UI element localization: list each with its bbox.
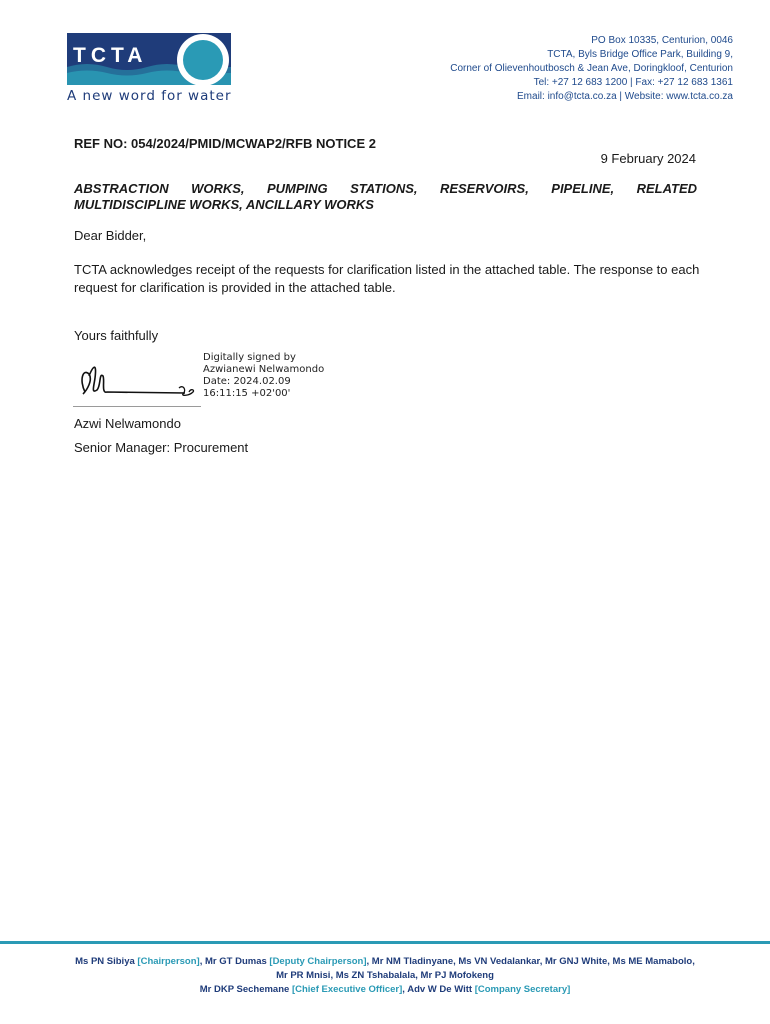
letter-subject [74, 181, 697, 213]
salutation: Dear Bidder, [74, 228, 147, 243]
address-contact: Tel: +27 12 683 1200 | Fax: +27 12 683 1361 [533, 77, 733, 88]
address-block [450, 34, 733, 104]
signature-area [73, 350, 353, 412]
logo-text: TCTA [73, 44, 148, 67]
sig-info-line: Digitally signed by [203, 352, 296, 363]
footer-line-1 [0, 955, 770, 969]
footer-name: , Adv W De Witt [402, 984, 475, 995]
footer-line-2: Mr PR Mnisi, Ms ZN Tshabalala, Mr PJ Mofokeng [276, 970, 494, 981]
footer-role: [Chairperson] [137, 956, 200, 967]
digital-signature-info [203, 352, 324, 400]
reference-number: REF NO: 054/2024/PMID/MCWAP2/RFB NOTICE 2 [74, 136, 376, 151]
signer-title: Senior Manager: Procurement [74, 440, 249, 455]
footer-divider [0, 941, 770, 944]
footer-name: Mr DKP Sechemane [199, 984, 292, 995]
address-web: Email: info@tcta.co.za | Website: www.tcta.co.za [517, 91, 733, 102]
footer-name: Ms PN Sibiya [75, 956, 138, 967]
signature-line [73, 406, 201, 407]
board-footer [0, 955, 770, 997]
signer-name: Azwi Nelwamondo [74, 416, 181, 431]
footer-name: , Mr GT Dumas [199, 956, 270, 967]
logo-box [67, 33, 231, 85]
letter-date: 9 February 2024 [600, 151, 696, 166]
address-line: PO Box 10335, Centurion, 0046 [591, 35, 733, 46]
address-line: TCTA, Byls Bridge Office Park, Building 9, [547, 49, 733, 60]
subject-line-2: MULTIDISCIPLINE WORKS, ANCILLARY WORKS [74, 197, 374, 212]
footer-role: [Company Secretary] [474, 984, 571, 995]
signature-graphic [73, 350, 203, 408]
sig-info-line: Date: 2024.02.09 [203, 376, 291, 387]
footer-line-3 [0, 983, 770, 997]
sig-info-line: Azwianewi Nelwamondo [203, 364, 325, 375]
closing: Yours faithfully [74, 328, 159, 343]
footer-role: [Chief Executive Officer] [291, 984, 403, 995]
sig-info-line: 16:11:15 +02'00' [203, 388, 291, 399]
logo-tagline: A new word for water [67, 88, 232, 104]
footer-name: , Mr NM Tladinyane, Ms VN Vedalankar, Mr GNJ White, Ms ME Mamabolo, [366, 956, 695, 967]
subject-line-1: ABSTRACTION WORKS, PUMPING STATIONS, RESERVOIRS, PIPELINE, RELATED [74, 181, 697, 196]
address-line: Corner of Olievenhoutbosch & Jean Ave, Doringkloof, Centurion [450, 63, 733, 74]
tcta-logo [67, 33, 233, 105]
footer-role: [Deputy Chairperson] [269, 956, 367, 967]
letter-body: TCTA acknowledges receipt of the requests for clarification listed in the attached table. The response to each request for clarification is provided in the attached table. [74, 262, 700, 295]
